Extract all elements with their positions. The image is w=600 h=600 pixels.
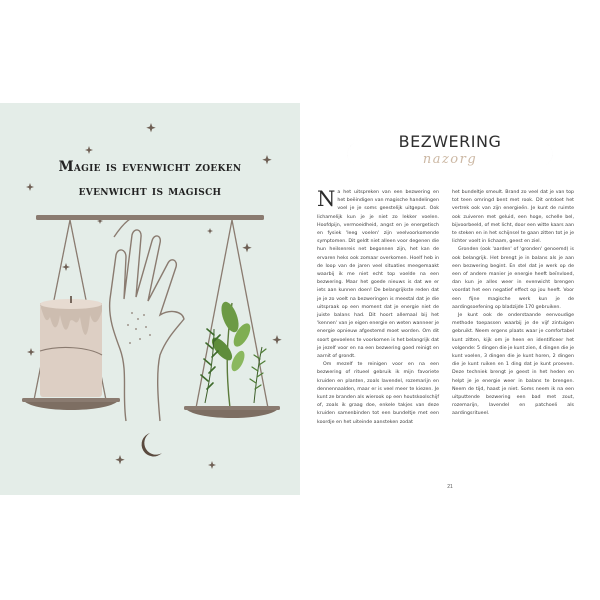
quote-line-1: Magie is evenwicht zoeken	[58, 159, 242, 175]
text-column-right	[452, 189, 574, 419]
chapter-heading	[300, 132, 600, 167]
herbs-icon	[201, 300, 266, 408]
paragraph: het bundeltje smeult. Brand zo veel dat je van top tot teen omringd bent met rook. Dit ontdoet het vertrek ook van zijn energieën. Je kunt de ruimte ook zuiveren met geluid, een hoge, schelle bel, bijvoorbeeld, of met licht, door een witte kaars aan te steken en in het schijnsel te gaan zitten tot je je lichter voelt in lichaam, geest en ziel.	[452, 190, 574, 245]
paragraph: Gronden (ook 'aarden' of 'gronden' genoemd) is ook belangrijk. Het brengt je in balans als je aan een bezwering begint. En stel dat je werk op de een of andere manier je energie heeft beïnvloed, dan kun je alles weer in evenwicht brengen voordat het een negatief effect op jou heeft. Voor een fijne magische werk kun je de aardingsoefening op bladzijde 170 gebruiken.	[452, 247, 574, 310]
scale-beam	[36, 215, 264, 220]
chapter-subtitle: nazorg	[422, 152, 478, 167]
right-pan-rim	[184, 406, 280, 410]
paragraph-text: a het uitspreken van een bezwering en het beëindigen van magische handelingen voel je je soms geestelijk uitgeput. Ook lichamelijk kun je je niet zo lekker voelen. Hoofdpijn, vermoeidheid, angst en je energetisch en fysiek 'leeg voelen' zijn veelvoorkomende symptomen. Dit geldt niet alleen voor degenen die hun heilsenreis net begonnen zijn, het kan de ervaren heks ook zomaar overkomen. Hoelf heb in de loop van de jaren veel situaties meegemaakt waarbij ik me niet echt top voelde na een bezwering. Maar het goede nieuws is dat we er iets aan kunnen doen! De belangrijkste reden dat je je zo voelt na bezweringen is meestal dat je die uitspraak op een moment dat je energie niet de juiste balans had. Dit hoort allemaal bij het 'kennen' van je eigen energie en weten wanneer je energie opnieuw afgestemd moet worden. Om dit soort gevoelens te voorkomen is het belangrijk dat je jezelf voor en na een bezwering goed reinigt en aarnit of grondt.	[317, 190, 439, 360]
hand-icon	[110, 219, 184, 421]
paragraph	[317, 189, 439, 361]
right-pan	[186, 409, 278, 418]
paragraph: Om mezelf te reinigen voor en na een bezwering of ritueel gebruik ik mijn favoriete kruiden en planten, zoals lavendel, rozemarijn en dennennaalden, maar er is veel meer te kiezen. Je kunt ze branden als wierook op een houtskoolschijf of, zoals ik graag doe, enkele takjes van deze kruiden samenbinden tot een bundeltje met een koordje en het uiteinde aansteken zodat	[317, 362, 439, 425]
left-pan	[24, 401, 118, 410]
chapter-title: BEZWERING	[398, 132, 502, 151]
hand-dots	[127, 312, 151, 344]
candle-icon	[40, 296, 102, 397]
quote-text	[40, 155, 260, 203]
left-pan-rim	[22, 398, 120, 402]
left-page	[0, 103, 300, 495]
quote-line-2: evenwicht is magisch	[78, 183, 222, 199]
page-number: 21	[447, 484, 453, 490]
text-column-left	[317, 189, 439, 427]
paragraph: Je kunt ook de onderstaande eenvoudige methode toepassen waarbij je de vijf zintuigen gebruikt. Neem ergens plaats waar je comfortabel kunt zitten, kijk om je heen en identificeer het volgende: 5 dingen die je kunt zien, 4 dingen die je kunt voelen, 3 dingen die je kunt horen, 2 dingen die je kunt ruiken en 1 ding dat je kunt proeven. Deze techniek brengt je geest in het heden en helpt je je energie weer in balans te brengen. Neem de tijd, haast je niet. Soms neem ik na een uitputtende bezwering een bad met zout, rozemarijn, lavendel en patchoeli als aardingsritueel.	[452, 313, 574, 417]
crescent-moon-icon	[142, 433, 162, 456]
drop-cap: N	[317, 187, 336, 211]
right-page	[300, 103, 600, 495]
